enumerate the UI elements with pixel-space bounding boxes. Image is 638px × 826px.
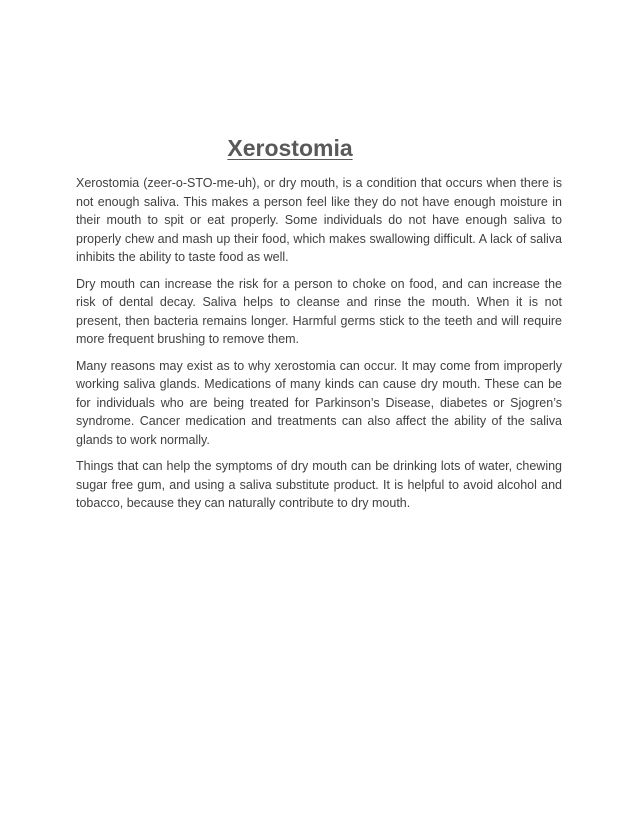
paragraph-definition: Xerostomia (zeer-o-STO-me-uh), or dry mouth, is a condition that occurs when there is not enough saliva. This makes a person feel like they do not have enough moisture in their mouth to spit or eat properly. Some individuals do not have enough saliva to properly chew and mash up their food, which makes swallowing difficult. A lack of saliva inhibits the ability to taste food as well. xyxy=(76,176,562,264)
paragraph-causes: Many reasons may exist as to why xerostomia can occur. It may come from improperly working saliva glands. Medications of many kinds can cause dry mouth. These can be for individuals who are being treated for Parkinson’s Disease, diabetes or Sjogren’s syndrome. Cancer medication and treatments can also affect the ability of the saliva glands to work normally. xyxy=(76,358,562,447)
document-title: Xerostomia xyxy=(227,135,353,161)
paragraph-risks: Dry mouth can increase the risk for a person to choke on food, and can increase the risk of dental decay. Saliva helps to cleanse and rinse the mouth. When it is not present, then bacteria remains longer. Harmful germs stick to the teeth and will require more frequent brushing to remove them. xyxy=(76,276,562,346)
document-body xyxy=(76,174,562,521)
paragraph-remedies: Things that can help the symptoms of dry mouth can be drinking lots of water, chewing sugar free gum, and using a saliva substitute product. It is helpful to avoid alcohol and tobacco, because they can naturally contribute to dry mouth. xyxy=(76,459,562,510)
